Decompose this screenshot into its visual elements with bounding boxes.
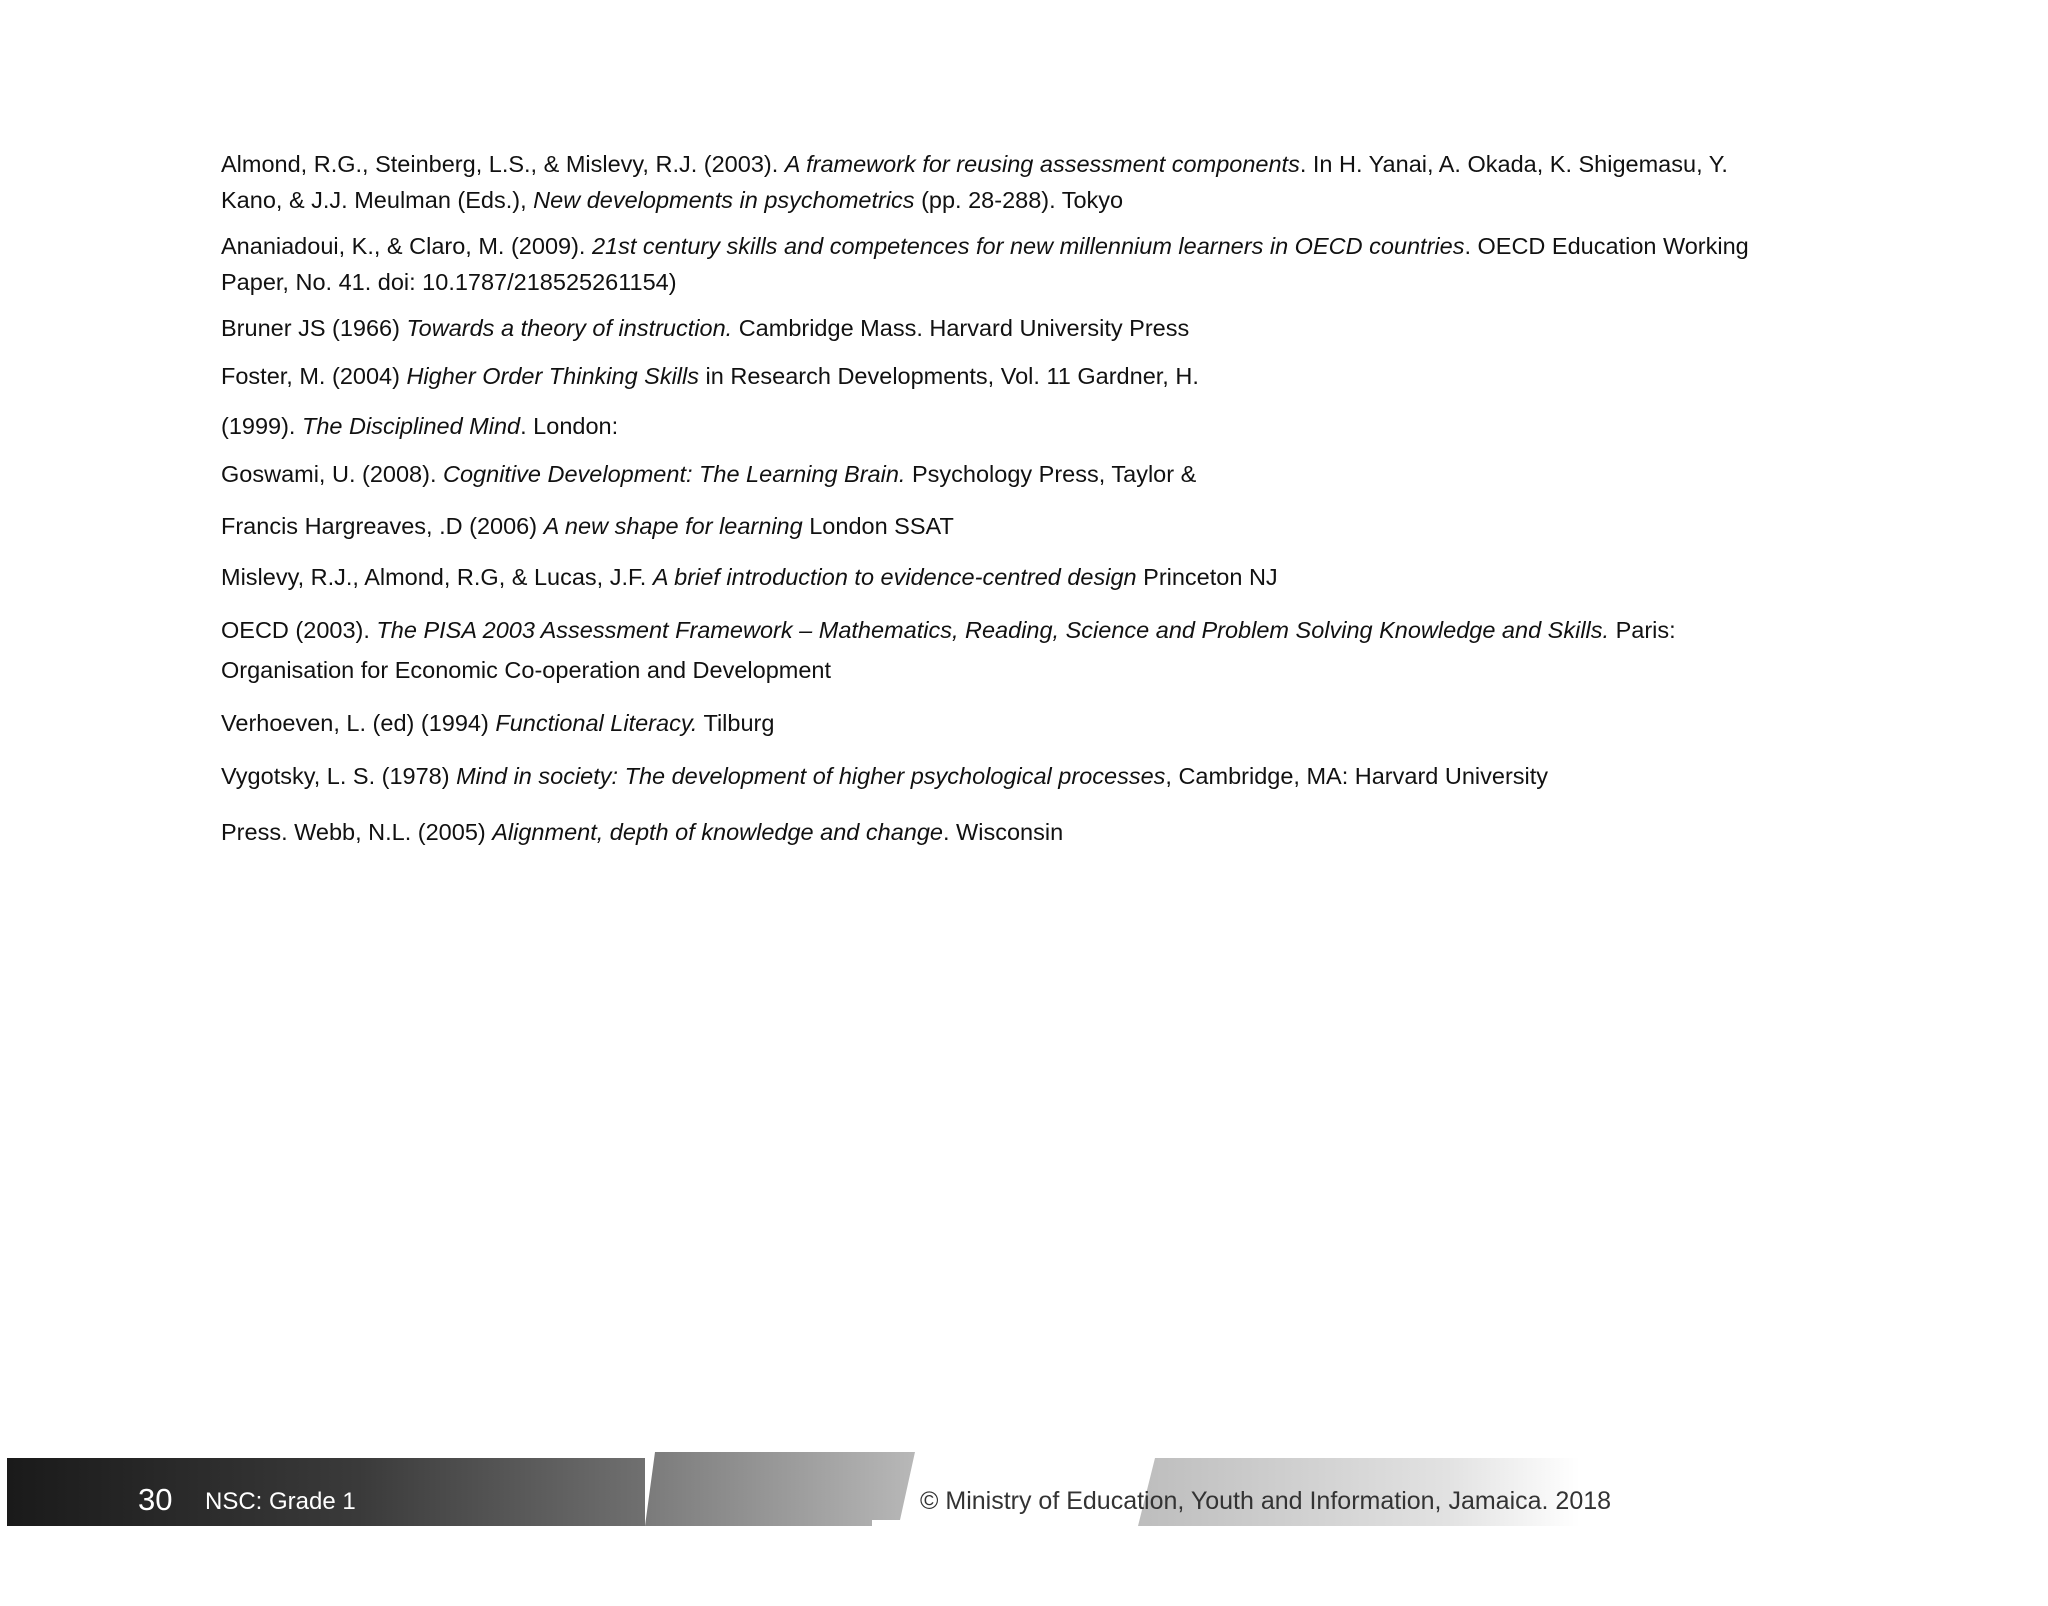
reference-text: Princeton NJ <box>1136 564 1278 590</box>
reference-line <box>221 228 1841 264</box>
reference-text: Vygotsky, L. S. (1978) <box>221 763 457 789</box>
reference-text: Kano, & J.J. Meulman (Eds.), <box>221 187 534 213</box>
reference-text: . Wisconsin <box>943 819 1064 845</box>
reference-text: Paris: <box>1609 617 1676 643</box>
document-label: NSC: Grade 1 <box>205 1488 356 1515</box>
reference-text: OECD (2003). <box>221 617 377 643</box>
reference-text: Cambridge Mass. Harvard University Press <box>732 315 1190 341</box>
reference-line <box>221 146 1841 182</box>
reference-text: (1999). <box>221 413 302 439</box>
page-number: 30 <box>138 1482 173 1517</box>
reference-text: Foster, M. (2004) <box>221 363 407 389</box>
reference-title: Towards a theory of instruction. <box>406 315 733 341</box>
reference-text: Ananiadoui, K., & Claro, M. (2009). <box>221 233 592 259</box>
reference-line <box>221 652 1841 688</box>
reference-line <box>221 758 1841 794</box>
reference-text: London SSAT <box>802 513 954 539</box>
reference-line <box>221 358 1841 394</box>
reference-text: Verhoeven, L. (ed) (1994) <box>221 710 496 736</box>
reference-line <box>221 612 1841 648</box>
copyright-notice: © Ministry of Education, Youth and Information, Jamaica. 2018 <box>920 1487 1612 1515</box>
reference-line <box>221 456 1841 492</box>
reference-text: . London: <box>520 413 619 439</box>
reference-text: in Research Developments, Vol. 11 Gardner, H. <box>699 363 1199 389</box>
reference-title: New developments in psychometrics <box>533 187 915 213</box>
reference-text: , Cambridge, MA: Harvard University <box>1165 763 1549 789</box>
reference-title: Alignment, depth of knowledge and change <box>492 819 943 845</box>
reference-title: A brief introduction to evidence-centred design <box>652 564 1137 590</box>
reference-line <box>221 310 1841 346</box>
reference-line <box>221 264 1841 300</box>
reference-text: Tilburg <box>697 710 775 736</box>
reference-text: Mislevy, R.J., Almond, R.G, & Lucas, J.F. <box>221 564 653 590</box>
reference-text: Francis Hargreaves, .D (2006) <box>221 513 544 539</box>
reference-title: A framework for reusing assessment components <box>784 151 1300 177</box>
reference-text: Almond, R.G., Steinberg, L.S., & Mislevy, R.J. (2003). <box>221 151 785 177</box>
reference-line <box>221 182 1841 218</box>
page-footer <box>0 1440 2048 1540</box>
reference-text: Psychology Press, Taylor & <box>905 461 1197 487</box>
reference-text: Paper, No. 41. doi: 10.1787/218525261154) <box>221 269 677 295</box>
reference-title: The Disciplined Mind <box>302 413 521 439</box>
reference-text: . OECD Education Working <box>1464 233 1749 259</box>
reference-title: A new shape for learning <box>543 513 803 539</box>
reference-text: . In H. Yanai, A. Okada, K. Shigemasu, Y. <box>1299 151 1728 177</box>
reference-title: 21st century skills and competences for new millennium learners in OECD countries <box>591 233 1465 259</box>
reference-text: Press. Webb, N.L. (2005) <box>221 819 493 845</box>
reference-text: (pp. 28-288). Tokyo <box>914 187 1124 213</box>
reference-text: Bruner JS (1966) <box>221 315 407 341</box>
reference-line <box>221 814 1841 850</box>
reference-title: The PISA 2003 Assessment Framework – Mathematics, Reading, Science and Problem Solving Knowledge and Skills. <box>376 617 1610 643</box>
reference-line <box>221 408 1841 444</box>
reference-text: Goswami, U. (2008). <box>221 461 444 487</box>
reference-title: Mind in society: The development of higher psychological processes <box>456 763 1166 789</box>
reference-line <box>221 705 1841 741</box>
reference-line <box>221 559 1841 595</box>
reference-title: Functional Literacy. <box>495 710 698 736</box>
reference-title: Higher Order Thinking Skills <box>406 363 699 389</box>
reference-text: Organisation for Economic Co-operation and Development <box>221 657 832 683</box>
reference-line <box>221 508 1841 544</box>
reference-title: Cognitive Development: The Learning Brain. <box>443 461 906 487</box>
